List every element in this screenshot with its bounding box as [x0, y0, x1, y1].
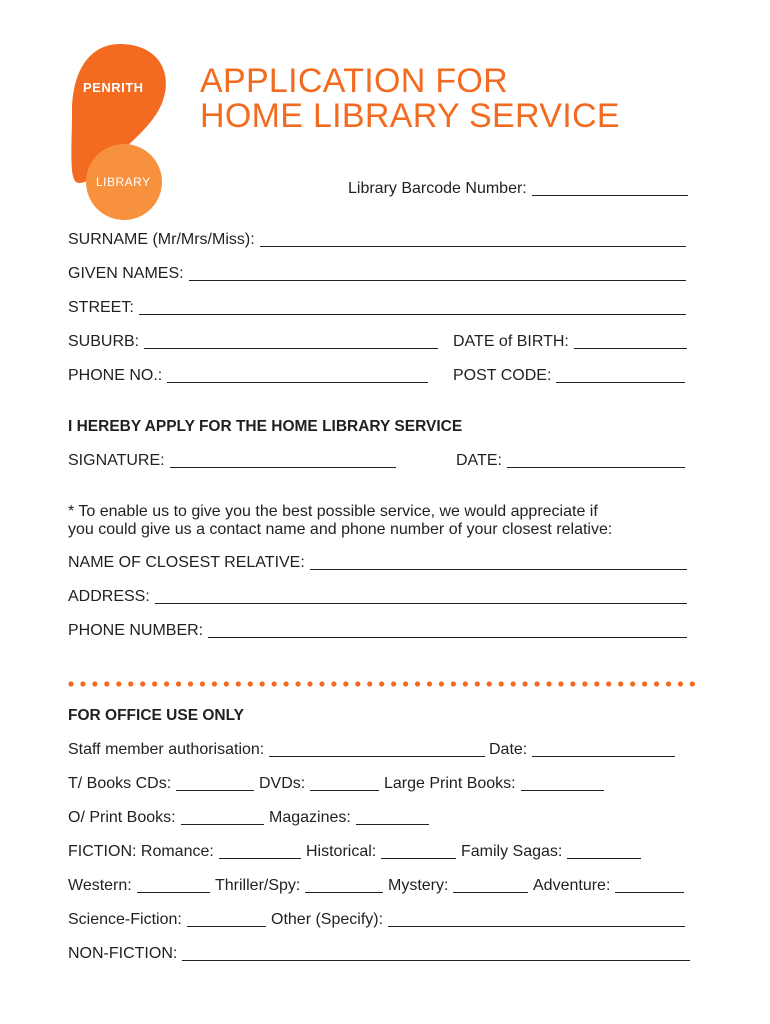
phone-label: PHONE NO.:	[68, 367, 163, 384]
divider-dot	[391, 681, 396, 686]
divider-dot	[260, 681, 265, 686]
other-row	[271, 911, 685, 929]
large-print-label: Large Print Books:	[384, 775, 516, 792]
relative-name-row	[68, 554, 687, 572]
dvds-row	[259, 775, 379, 793]
divider-dot	[654, 681, 659, 686]
western-label: Western:	[68, 877, 132, 894]
divider-dot	[212, 681, 217, 686]
divider-dot	[678, 681, 683, 686]
postcode-field[interactable]	[556, 381, 685, 383]
relative-address-field[interactable]	[155, 602, 687, 604]
o-print-row	[68, 809, 264, 827]
thriller-row	[215, 877, 383, 895]
scifi-field[interactable]	[187, 925, 266, 927]
nonfiction-field[interactable]	[182, 959, 690, 961]
office-date-label: Date:	[489, 741, 528, 758]
divider-dot	[116, 681, 121, 686]
historical-label: Historical:	[306, 843, 377, 860]
phone-field[interactable]	[167, 381, 428, 383]
divider-dot	[546, 681, 551, 686]
family-sagas-row	[461, 843, 641, 861]
divider-dot	[355, 681, 360, 686]
divider-dot	[570, 681, 575, 686]
suburb-row	[68, 333, 438, 351]
relative-address-row	[68, 588, 687, 606]
staff-label: Staff member authorisation:	[68, 741, 265, 758]
relative-note-line-2: you could give us a contact name and phone number of your closest relative:	[68, 521, 613, 538]
street-field[interactable]	[139, 313, 686, 315]
divider-dot	[307, 681, 312, 686]
divider-dot	[367, 681, 372, 686]
relative-phone-field[interactable]	[208, 636, 687, 638]
family-sagas-label: Family Sagas:	[461, 843, 563, 860]
adventure-row	[533, 877, 684, 895]
mystery-row	[388, 877, 528, 895]
divider-dot	[80, 681, 85, 686]
street-row	[68, 299, 686, 317]
dvds-label: DVDs:	[259, 775, 306, 792]
phone-row	[68, 367, 428, 385]
mystery-label: Mystery:	[388, 877, 449, 894]
other-field[interactable]	[388, 925, 685, 927]
large-print-field[interactable]	[521, 789, 604, 791]
o-print-label: O/ Print Books:	[68, 809, 176, 826]
logo-text-library: LIBRARY	[96, 175, 151, 189]
divider-dot	[451, 681, 456, 686]
divider-dot	[200, 681, 205, 686]
dob-field[interactable]	[574, 347, 687, 349]
divider-dot	[104, 681, 109, 686]
barcode-row	[348, 180, 688, 198]
divider-dot	[523, 681, 528, 686]
divider-dot	[582, 681, 587, 686]
divider-dot	[403, 681, 408, 686]
adventure-label: Adventure:	[533, 877, 611, 894]
historical-row	[306, 843, 456, 861]
other-label: Other (Specify):	[271, 911, 384, 928]
surname-row	[68, 231, 686, 249]
apply-date-field[interactable]	[507, 466, 685, 468]
t-books-field[interactable]	[176, 789, 254, 791]
divider-dot	[475, 681, 480, 686]
logo-text-penrith: PENRITH	[83, 80, 144, 95]
given-names-row	[68, 265, 686, 283]
divider-dot	[606, 681, 611, 686]
magazines-field[interactable]	[356, 823, 429, 825]
divider-dot	[128, 681, 133, 686]
o-print-field[interactable]	[181, 823, 264, 825]
large-print-row	[384, 775, 604, 793]
divider-dot	[295, 681, 300, 686]
divider-dot	[92, 681, 97, 686]
scifi-row	[68, 911, 266, 929]
apply-date-label: DATE:	[456, 452, 502, 469]
relative-note-line-1: * To enable us to give you the best possible service, we would appreciate if	[68, 503, 598, 520]
divider-dot	[630, 681, 635, 686]
divider-dot	[534, 681, 539, 686]
scifi-label: Science-Fiction:	[68, 911, 182, 928]
apply-heading: I HEREBY APPLY FOR THE HOME LIBRARY SERVICE	[68, 418, 463, 435]
street-label: STREET:	[68, 299, 134, 316]
divider-dot	[343, 681, 348, 686]
divider-dot	[427, 681, 432, 686]
t-books-label: T/ Books CDs:	[68, 775, 172, 792]
divider-dot	[379, 681, 384, 686]
divider-dot	[236, 681, 241, 686]
barcode-field[interactable]	[532, 194, 688, 196]
relative-note	[68, 503, 612, 539]
relative-name-label: NAME OF CLOSEST RELATIVE:	[68, 554, 305, 571]
page-title	[200, 64, 620, 134]
thriller-field[interactable]	[305, 891, 383, 893]
relative-name-field[interactable]	[310, 568, 687, 570]
divider-dot	[188, 681, 193, 686]
divider-dot	[176, 681, 181, 686]
apply-date-row	[456, 452, 685, 470]
historical-field[interactable]	[381, 857, 456, 859]
western-field[interactable]	[137, 891, 210, 893]
signature-label: SIGNATURE:	[68, 452, 165, 469]
dob-label: DATE of BIRTH:	[453, 333, 569, 350]
relative-address-label: ADDRESS:	[68, 588, 150, 605]
divider-dot	[415, 681, 420, 686]
nonfiction-row	[68, 945, 690, 963]
divider-dot	[511, 681, 516, 686]
title-line-2: HOME LIBRARY SERVICE	[200, 97, 620, 135]
postcode-row	[453, 367, 685, 385]
signature-row	[68, 452, 396, 470]
western-row	[68, 877, 210, 895]
suburb-label: SUBURB:	[68, 333, 140, 350]
divider-dot	[666, 681, 671, 686]
divider-dot	[618, 681, 623, 686]
divider-dot	[272, 681, 277, 686]
penrith-library-logo	[64, 42, 174, 222]
relative-phone-label: PHONE NUMBER:	[68, 622, 204, 639]
dotted-divider	[68, 680, 698, 688]
divider-dot	[248, 681, 253, 686]
divider-dot	[499, 681, 504, 686]
divider-dot	[140, 681, 145, 686]
divider-dot	[463, 681, 468, 686]
suburb-field[interactable]	[144, 347, 438, 349]
divider-dot	[487, 681, 492, 686]
divider-dot	[331, 681, 336, 686]
given-names-field[interactable]	[189, 279, 686, 281]
dob-row	[453, 333, 687, 351]
divider-dot	[152, 681, 157, 686]
mystery-field[interactable]	[453, 891, 528, 893]
divider-dot	[224, 681, 229, 686]
thriller-label: Thriller/Spy:	[215, 877, 301, 894]
staff-field[interactable]	[269, 755, 485, 757]
title-line-1: APPLICATION FOR	[200, 62, 509, 100]
romance-label: FICTION: Romance:	[68, 843, 214, 860]
divider-dot	[690, 681, 695, 686]
divider-dot	[642, 681, 647, 686]
divider-dot	[68, 681, 73, 686]
romance-row	[68, 843, 301, 861]
dvds-field[interactable]	[310, 789, 379, 791]
divider-dot	[284, 681, 289, 686]
magazines-row	[269, 809, 429, 827]
divider-dot	[319, 681, 324, 686]
t-books-row	[68, 775, 254, 793]
office-date-row	[489, 741, 675, 759]
postcode-label: POST CODE:	[453, 367, 552, 384]
family-sagas-field[interactable]	[567, 857, 641, 859]
divider-dot	[164, 681, 169, 686]
romance-field[interactable]	[219, 857, 301, 859]
office-heading: FOR OFFICE USE ONLY	[68, 707, 244, 724]
nonfiction-label: NON-FICTION:	[68, 945, 178, 962]
given-names-label: GIVEN NAMES:	[68, 265, 184, 282]
divider-dot	[439, 681, 444, 686]
surname-field[interactable]	[260, 245, 686, 247]
surname-label: SURNAME (Mr/Mrs/Miss):	[68, 231, 255, 248]
relative-phone-row	[68, 622, 687, 640]
adventure-field[interactable]	[615, 891, 684, 893]
signature-field[interactable]	[170, 466, 396, 468]
divider-dot	[558, 681, 563, 686]
office-date-field[interactable]	[532, 755, 675, 757]
staff-row	[68, 741, 485, 759]
magazines-label: Magazines:	[269, 809, 351, 826]
barcode-label: Library Barcode Number:	[348, 180, 527, 197]
divider-dot	[594, 681, 599, 686]
